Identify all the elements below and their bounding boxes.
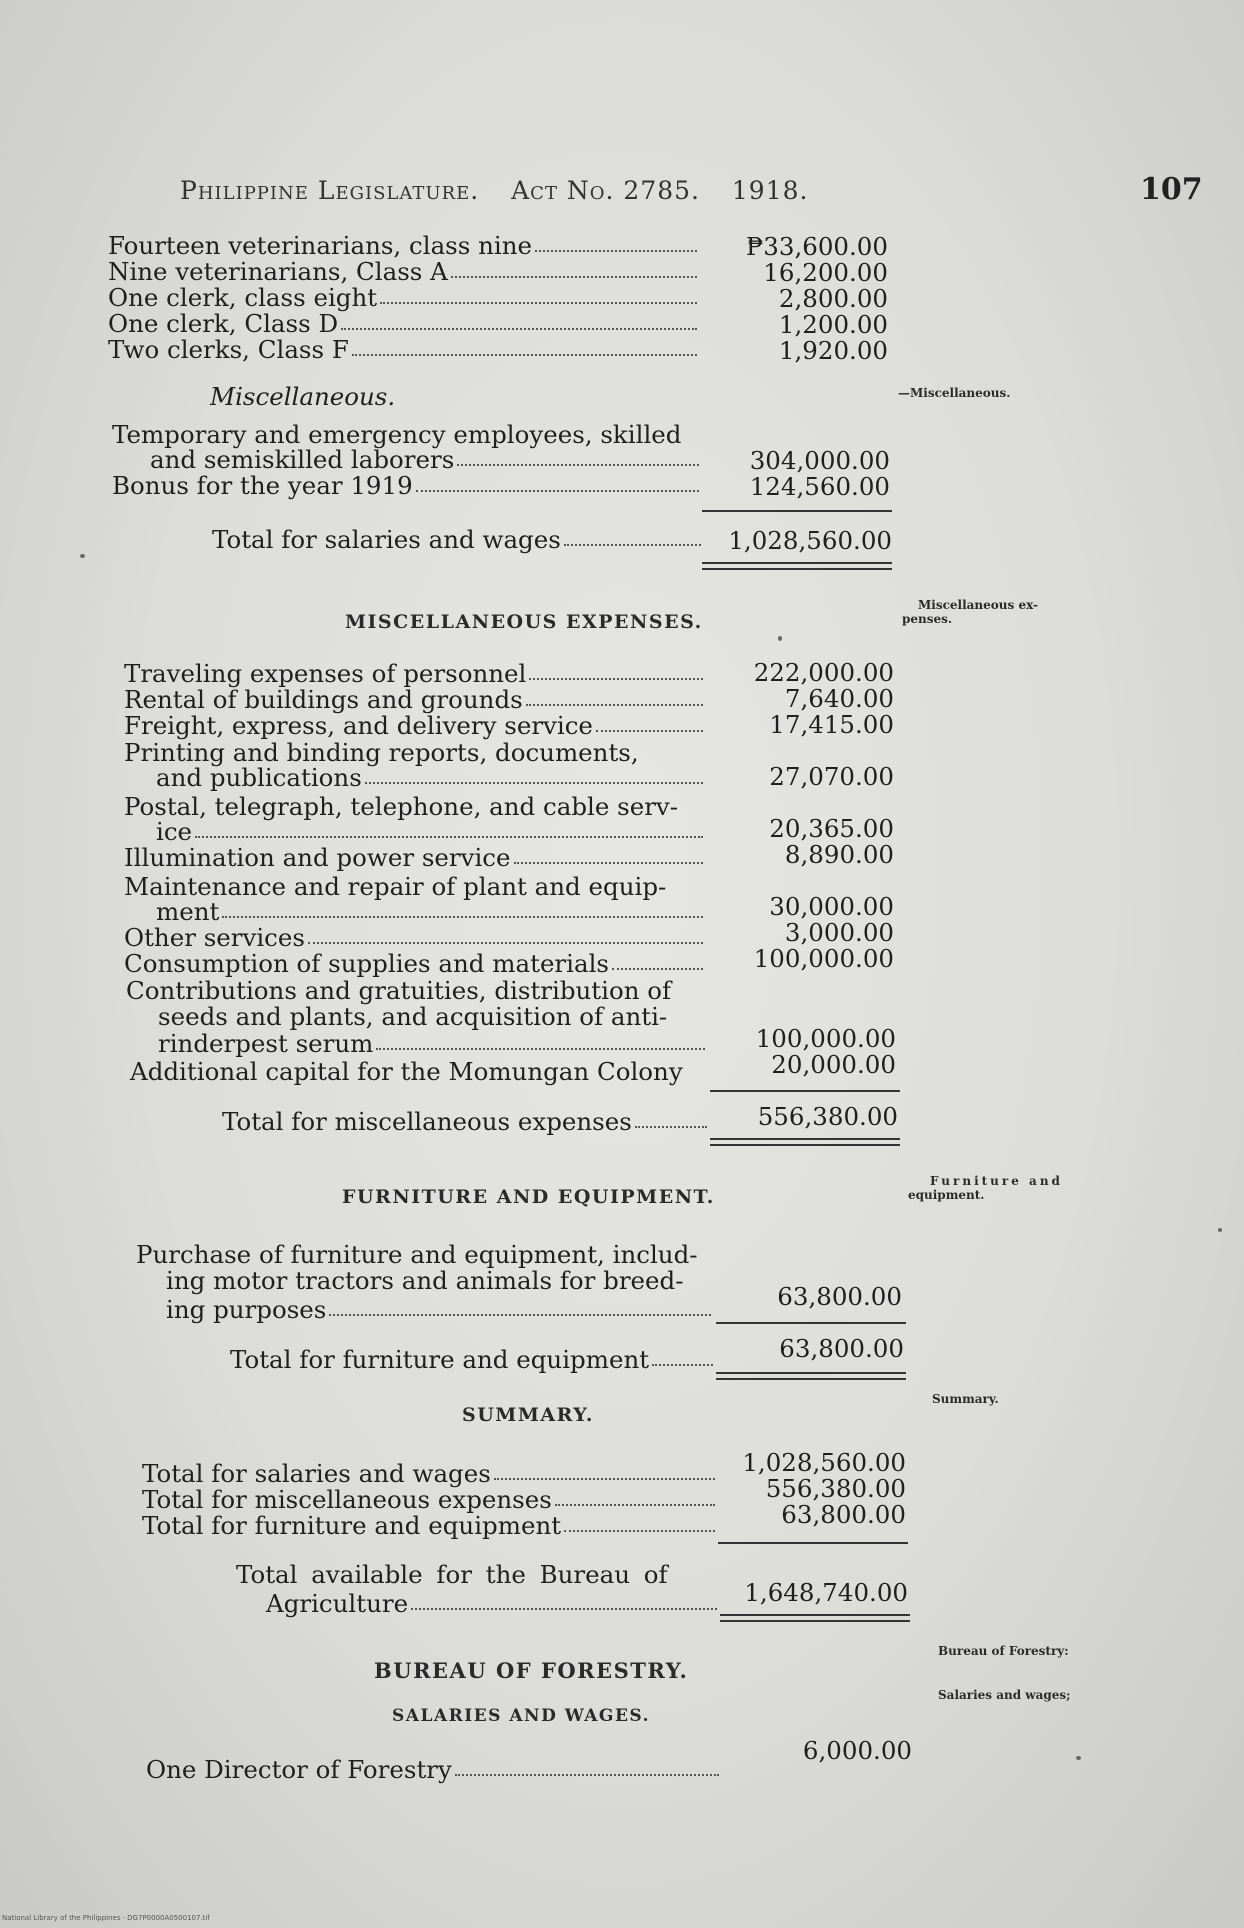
amount: 8,890.00: [784, 840, 894, 869]
total-double-rule: [716, 1372, 906, 1380]
total-double-rule: [720, 1614, 910, 1622]
total-amount: 556,380.00: [757, 1102, 898, 1131]
amount: 16,200.00: [763, 258, 888, 287]
margin-note: Furniture and equipment.: [908, 1174, 1063, 1202]
list-item: Other services: [124, 924, 706, 951]
section-subheading: SALARIES AND WAGES.: [392, 1706, 650, 1726]
scan-speck: [778, 636, 782, 641]
amount: 7,640.00: [784, 684, 894, 713]
amount: 1,028,560.00: [742, 1448, 906, 1477]
list-item-line: Purchase of furniture and equipment, includ-: [136, 1240, 698, 1269]
scan-footer: National Library of the Philippines · DG7P0000A0500107.tif: [2, 1914, 210, 1922]
amount: 20,000.00: [771, 1050, 896, 1079]
amount: 100,000.00: [753, 944, 894, 973]
list-item: One clerk, Class D: [108, 310, 700, 337]
total-amount: 1,648,740.00: [744, 1578, 908, 1607]
list-item: ing purposes: [166, 1296, 714, 1323]
subtotal-rule: [718, 1542, 908, 1544]
section-heading: FURNITURE AND EQUIPMENT.: [342, 1186, 715, 1208]
amount: 304,000.00: [749, 446, 890, 475]
scan-speck: [1076, 1756, 1081, 1760]
list-item: Illumination and power service: [124, 844, 706, 871]
list-item: Nine veterinarians, Class A: [108, 258, 700, 285]
total-line: Total for furniture and equipment: [230, 1346, 716, 1373]
list-item: Two clerks, Class F: [108, 336, 700, 363]
amount: 30,000.00: [769, 892, 894, 921]
amount: 17,415.00: [769, 710, 894, 739]
list-item-line: seeds and plants, and acquisition of anti-: [158, 1002, 668, 1031]
running-title: Philippine Legislature.: [180, 176, 480, 205]
amount: 6,000.00: [802, 1736, 912, 1765]
list-item-line: Contributions and gratuities, distribution of: [126, 976, 672, 1005]
amount: 27,070.00: [769, 762, 894, 791]
section-heading: MISCELLANEOUS EXPENSES.: [345, 611, 703, 633]
total-line: Total for salaries and wages: [212, 526, 704, 553]
section-heading: BUREAU OF FORESTRY.: [374, 1658, 689, 1683]
list-item: Total for salaries and wages: [142, 1460, 718, 1487]
list-item: Consumption of supplies and materials: [124, 950, 706, 977]
list-item: Total for miscellaneous expenses: [142, 1486, 718, 1513]
list-item: Traveling expenses of personnel: [124, 660, 706, 687]
margin-note: —Miscellaneous.: [898, 386, 1011, 400]
amount: 20,365.00: [769, 814, 894, 843]
total-double-rule: [710, 1138, 900, 1146]
list-item: Fourteen veterinarians, class nine: [108, 232, 700, 259]
list-item: ment: [156, 898, 706, 925]
scan-speck: [80, 554, 85, 558]
margin-note: Salaries and wages;: [938, 1688, 1071, 1702]
subtotal-rule: [702, 510, 892, 512]
list-item: One clerk, class eight: [108, 284, 700, 311]
amount: 2,800.00: [778, 284, 888, 313]
amount: 222,000.00: [753, 658, 894, 687]
list-item: Total for furniture and equipment: [142, 1512, 718, 1539]
list-item-line: ing motor tractors and animals for breed-: [166, 1266, 684, 1295]
total-amount: 1,028,560.00: [728, 526, 892, 555]
act-number: Act No. 2785.: [511, 176, 700, 205]
total-amount: 63,800.00: [779, 1334, 904, 1363]
list-item: Bonus for the year 1919: [112, 472, 702, 499]
list-item: and publications: [156, 764, 706, 791]
list-item: and semiskilled laborers: [150, 446, 702, 473]
page-number: 107: [1140, 172, 1203, 207]
amount: 3,000.00: [784, 918, 894, 947]
amount: 63,800.00: [777, 1282, 902, 1311]
amount: 1,920.00: [778, 336, 888, 365]
amount: 1,200.00: [778, 310, 888, 339]
list-item-line: Printing and binding reports, documents,: [124, 738, 639, 767]
section-subheading: Miscellaneous.: [210, 382, 396, 411]
subtotal-rule: [716, 1322, 906, 1324]
list-item: Freight, express, and delivery service: [124, 712, 706, 739]
list-item-line: Temporary and emergency employees, skilled: [112, 420, 682, 449]
year: 1918.: [731, 176, 809, 205]
list-item: ice: [156, 818, 706, 845]
list-item: Additional capital for the Momungan Colony: [130, 1057, 683, 1086]
amount: 63,800.00: [781, 1500, 906, 1529]
amount: 124,560.00: [749, 472, 890, 501]
total-line: Total for miscellaneous expenses: [222, 1108, 710, 1135]
list-item-line: Maintenance and repair of plant and equip-: [124, 872, 667, 901]
total-double-rule: [702, 562, 892, 570]
margin-note: Bureau of Forestry:: [938, 1644, 1069, 1658]
section-heading: SUMMARY.: [462, 1404, 595, 1426]
amount: ₱33,600.00: [746, 232, 888, 261]
total-line: Agriculture: [266, 1590, 720, 1617]
running-header: [180, 176, 808, 205]
amount: 100,000.00: [755, 1024, 896, 1053]
margin-note: Miscellaneous ex- penses.: [902, 598, 1039, 626]
list-item: Rental of buildings and grounds: [124, 686, 706, 713]
total-line: Total available for the Bureau of: [236, 1560, 668, 1589]
scan-speck: [1218, 1228, 1222, 1232]
list-item: One Director of Forestry: [146, 1756, 722, 1783]
subtotal-rule: [710, 1090, 900, 1092]
amount: 556,380.00: [765, 1474, 906, 1503]
margin-note: Summary.: [932, 1392, 999, 1406]
list-item: rinderpest serum: [158, 1030, 708, 1057]
list-item-line: Postal, telegraph, telephone, and cable serv-: [124, 792, 679, 821]
